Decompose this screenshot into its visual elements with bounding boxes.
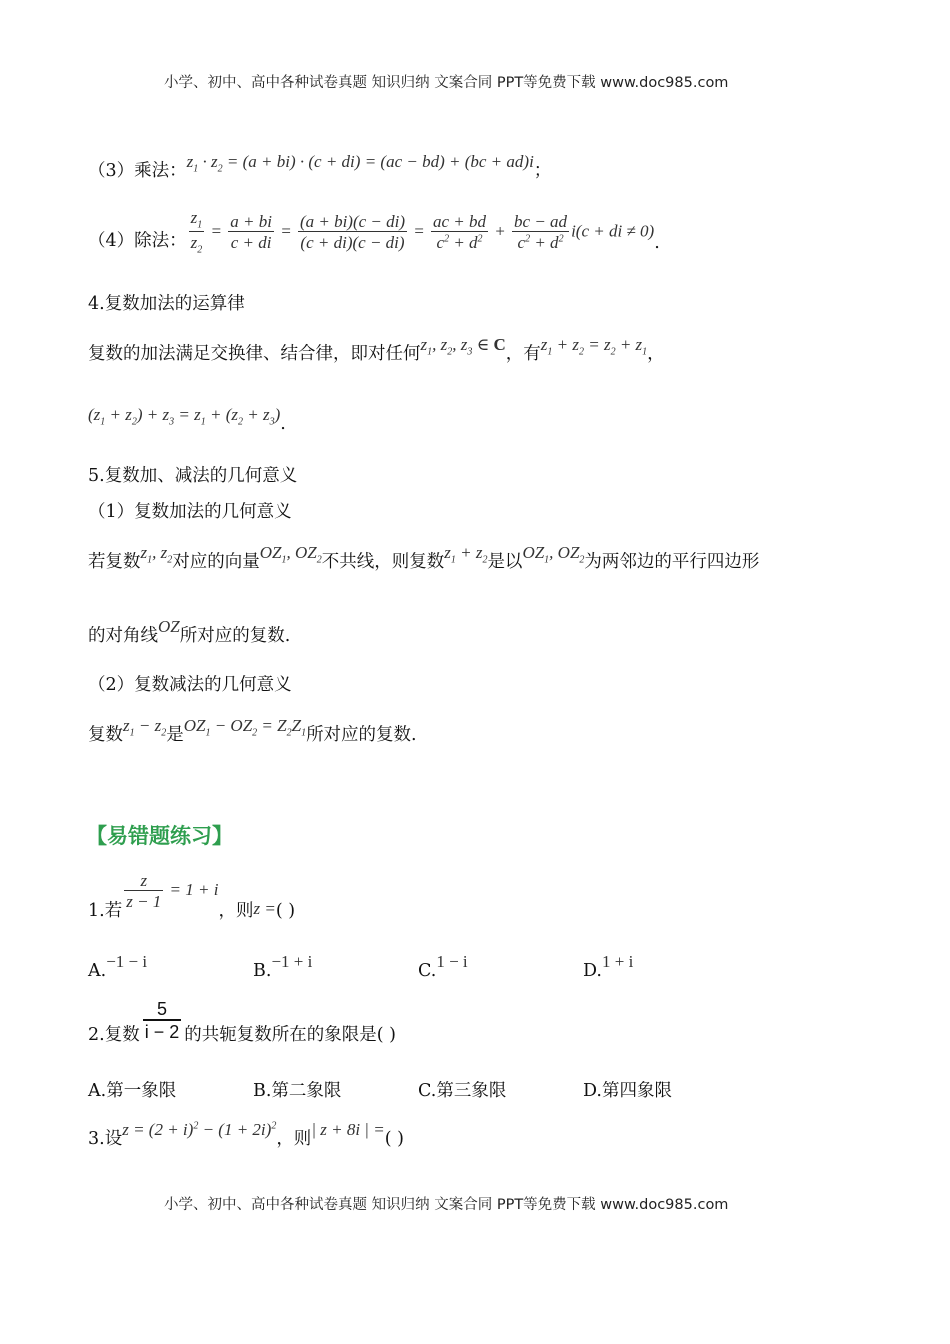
question-2-prefix: 2.复数	[88, 1025, 140, 1045]
question-1-equation: $\frac{z}{z - 1}$ = 1 + i	[126, 871, 219, 911]
question-1	[88, 872, 295, 921]
option-value: 第四象限	[601, 1081, 672, 1101]
multiplication-end: ；	[533, 161, 552, 181]
page-footer: 小学、初中、高中各种试卷真题 知识归纳 文案合同 PPT等免费下载 www.doc985.com	[164, 1197, 729, 1213]
question-1-option-d	[583, 952, 634, 981]
option-label: D.	[583, 1081, 602, 1101]
section-5-sub-1: （1）复数加法的几何意义	[88, 502, 292, 522]
subtraction-geometry-text-1: 复数	[88, 725, 123, 745]
diagonal-text-1: 的对角线	[88, 626, 158, 646]
question-2	[88, 1000, 396, 1045]
option-label: A.	[88, 1081, 107, 1101]
z1-minus-z2: $z_1 - z_2$	[123, 716, 167, 739]
commutative-law: $z_1 + z_2 = z_2 + z_1$	[540, 335, 648, 358]
question-2-option-c	[418, 1083, 506, 1101]
section-4-text-2: ，有	[505, 344, 541, 364]
subtraction-geometry-text	[88, 716, 417, 747]
practice-heading: 【易错题练习】	[86, 824, 233, 848]
question-3	[88, 1120, 404, 1149]
z1-z2-z3-in-c: $z_1$, $z_2$, $z_3$ ∈ C	[420, 335, 506, 358]
subtraction-geometry-text-2: 是	[166, 725, 184, 745]
question-3-answer-blank: ( )	[384, 1129, 404, 1149]
question-2-option-a	[88, 1083, 176, 1101]
section-5-sub-2: （2）复数减法的几何意义	[88, 675, 292, 695]
associative-law-end: .	[280, 414, 286, 434]
question-1-option-c	[418, 952, 468, 981]
division-end: .	[654, 233, 660, 253]
section-4-text	[88, 335, 665, 366]
option-value: 1 + i	[601, 952, 634, 971]
section-4-text-3: ，	[647, 344, 665, 364]
addition-geometry-text-3: 不共线，则复数	[321, 552, 445, 572]
question-2-option-d	[583, 1083, 672, 1101]
question-1-prefix: 1.若	[88, 901, 123, 921]
fraction-numerator: 5	[156, 999, 167, 1019]
multiplication-rule	[88, 152, 552, 183]
option-label: C.	[418, 961, 437, 981]
question-1-option-a	[88, 952, 148, 981]
addition-geometry-text-5: 为两邻边的平行四边形	[584, 552, 760, 572]
oz1-oz2-vectors: $OZ_1$, $OZ_2$	[259, 543, 322, 566]
multiplication-formula: $z_1 \cdot z_2 = (a + bi) \cdot (c + di) = (ac - bd) + (bc + ad)i$	[186, 152, 534, 175]
multiplication-label: （3）乘法：	[88, 161, 187, 181]
section-4-title: 4.复数加法的运算律	[88, 294, 245, 314]
option-value: 1 − i	[436, 952, 468, 971]
oz1-minus-oz2: $OZ_1 - OZ_2 = Z_2Z_1$	[183, 716, 307, 739]
division-formula: $\frac{z_1}{z_2}$ = $\frac{a + bi}{c + di}$ = $\frac{(a + bi)(c - di)}{(c + di)(c - di)}$ = $\frac{ac + bd}{c^2 + d^2}$ + $\frac{bc - ad}{c^2 + d^2}$ i(c + di ≠ 0)	[190, 208, 655, 256]
associative-law-line	[88, 405, 286, 436]
option-label: D.	[583, 961, 602, 981]
question-3-equation: $z = (2 + i)^2 - (1 + 2i)^2$	[122, 1120, 277, 1139]
question-2-option-b	[253, 1083, 341, 1101]
question-3-mid: ，则	[276, 1129, 312, 1149]
option-label: B.	[253, 1081, 272, 1101]
diagonal-text	[88, 617, 291, 646]
oz-diagonal: OZ	[158, 617, 180, 636]
option-value: 第一象限	[106, 1081, 177, 1101]
diagonal-text-2: 所对应的复数.	[179, 626, 291, 646]
addition-geometry-text-4: 是以	[487, 552, 523, 572]
question-1-z: z =	[253, 899, 276, 918]
option-value: 第三象限	[436, 1081, 507, 1101]
division-label: （4）除法：	[88, 231, 187, 251]
question-2-suffix: 的共轭复数所在的象限是( )	[184, 1025, 396, 1045]
question-1-answer-blank: ( )	[275, 901, 296, 921]
option-label: C.	[418, 1081, 437, 1101]
question-3-prefix: 3.设	[88, 1129, 123, 1149]
fraction-denominator: i − 2	[143, 1019, 182, 1041]
z1-plus-z2: $z_1 + z_2$	[444, 543, 488, 566]
addition-geometry-text-2: 对应的向量	[172, 552, 260, 572]
division-rule	[88, 209, 660, 256]
option-value: −1 − i	[106, 952, 148, 971]
oz1-oz2-sides: $OZ_1$, $OZ_2$	[522, 543, 585, 566]
z1-z2: $z_1$, $z_2$	[140, 543, 173, 566]
associative-law: $(z_1 + z_2) + z_3 = z_1 + (z_2 + z_3)$	[88, 405, 281, 428]
question-3-modulus: | z + 8i | =	[311, 1120, 385, 1139]
section-5-title: 5.复数加、减法的几何意义	[88, 466, 298, 486]
option-label: A.	[88, 961, 107, 981]
addition-geometry-text-1: 若复数	[88, 552, 141, 572]
question-1-option-b	[253, 952, 313, 981]
option-value: 第二象限	[271, 1081, 342, 1101]
question-2-fraction	[143, 1000, 182, 1041]
subtraction-geometry-text-3: 所对应的复数.	[306, 725, 417, 745]
section-4-text-1: 复数的加法满足交换律、结合律，即对任何	[88, 344, 421, 364]
option-value: −1 + i	[271, 952, 313, 971]
question-1-mid: ，则	[218, 901, 254, 921]
option-label: B.	[253, 961, 272, 981]
page-header: 小学、初中、高中各种试卷真题 知识归纳 文案合同 PPT等免费下载 www.doc985.com	[164, 75, 729, 91]
addition-geometry-text	[88, 543, 760, 574]
